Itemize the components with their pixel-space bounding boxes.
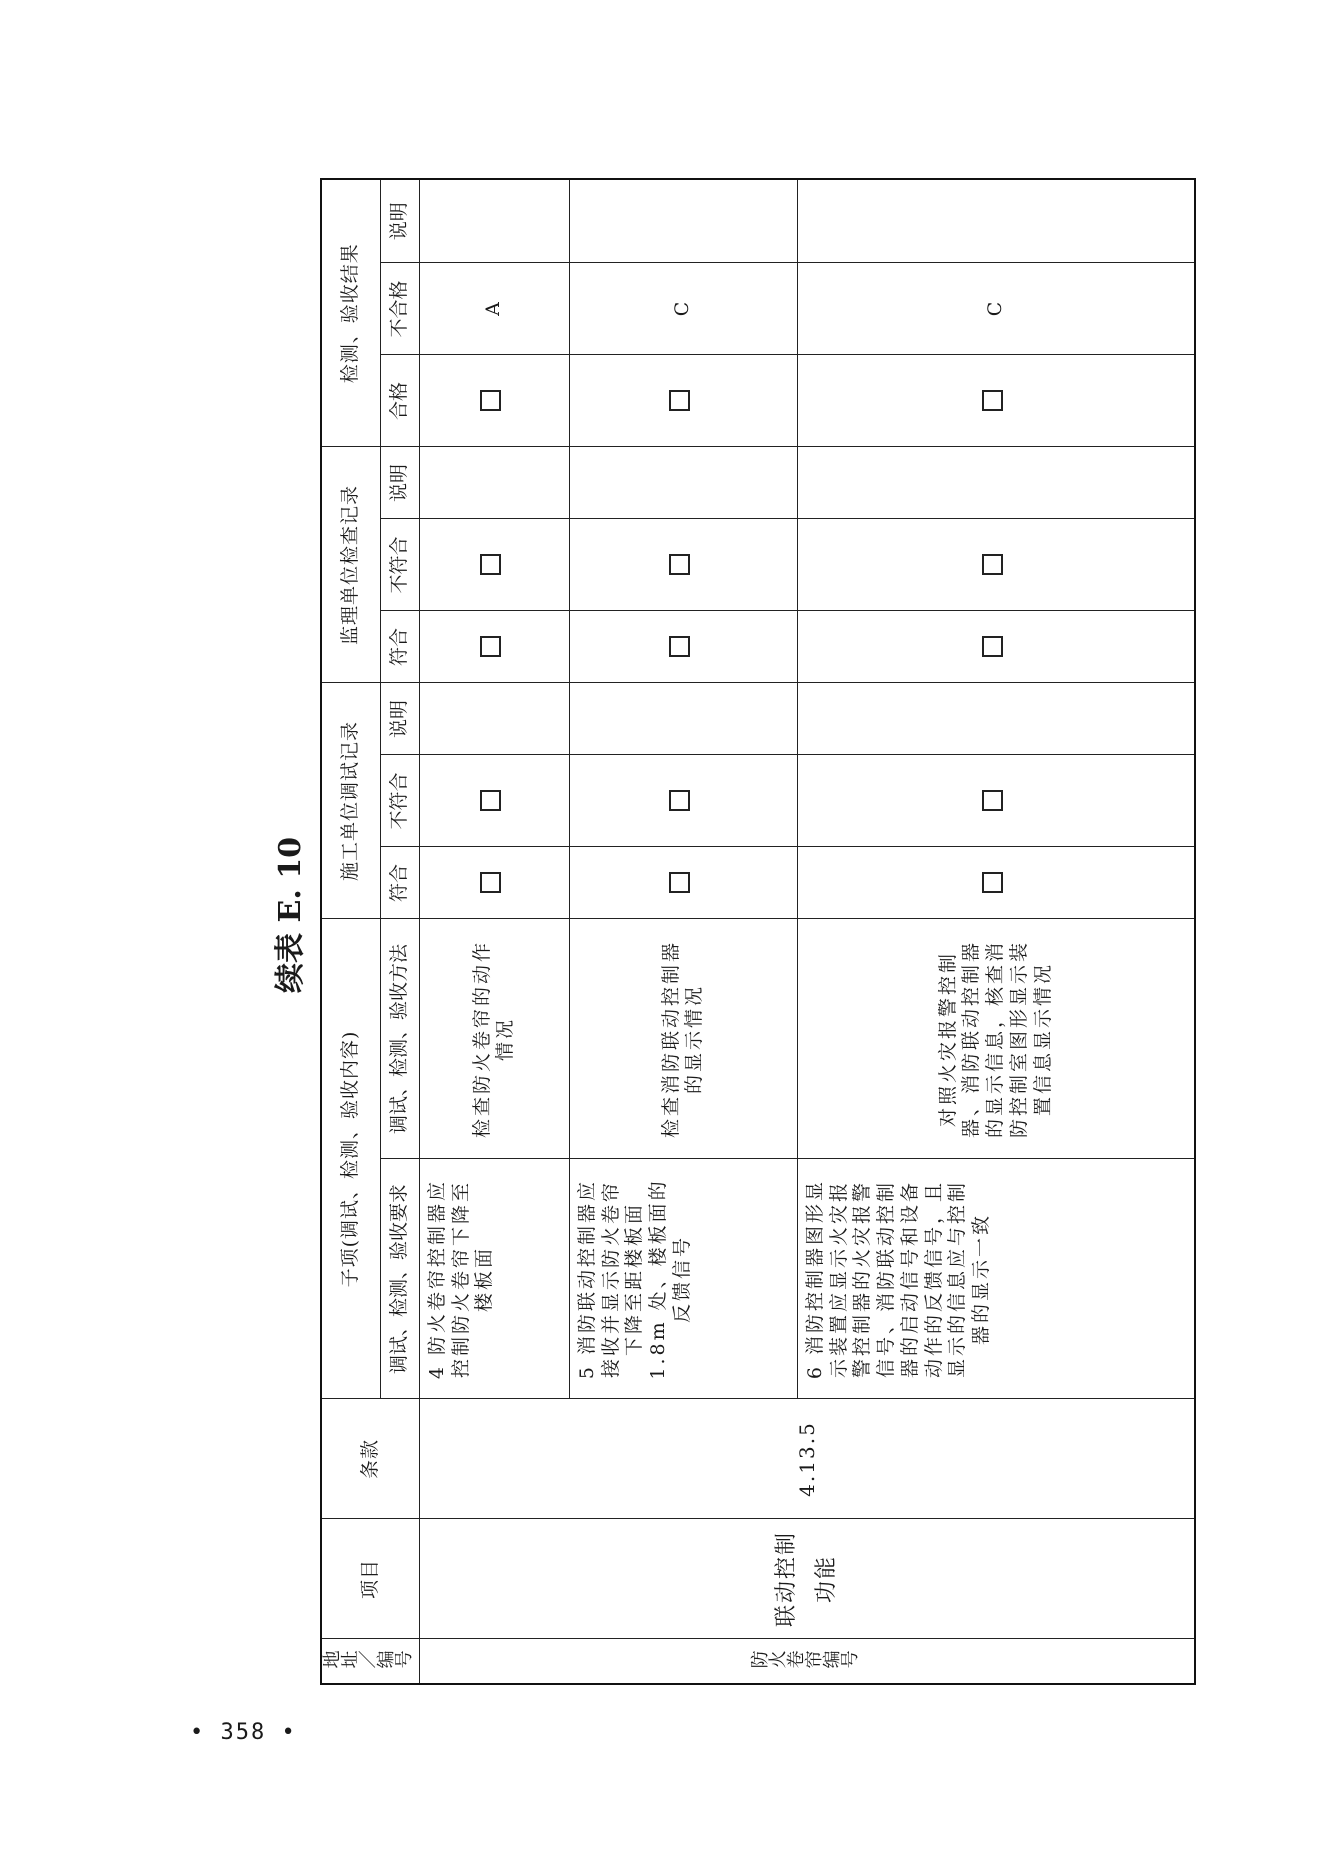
header-i-qualified: 合格 <box>380 355 419 447</box>
header-c-conform: 符合 <box>380 847 419 919</box>
row-3-c-nonconform[interactable] <box>797 755 1195 847</box>
header-subitem: 子项(调试、检测、验收内容) <box>321 919 380 1399</box>
header-i-note: 说明 <box>380 179 419 263</box>
row-2-c-note <box>569 683 797 755</box>
row-1-s-conform[interactable] <box>419 611 569 683</box>
row-1-c-nonconform[interactable] <box>419 755 569 847</box>
row-1-i-note <box>419 179 569 263</box>
header-construction: 施工单位调试记录 <box>321 683 380 919</box>
checkbox <box>669 390 690 411</box>
header-item: 项目 <box>321 1519 419 1639</box>
row-3-method: 对照火灾报警控制器、消防联动控制器的显示信息，核查消防控制室图形显示装置信息显示情况 <box>797 919 1195 1159</box>
header-c-nonconform: 不符合 <box>380 755 419 847</box>
row-2-grade: C <box>569 263 797 355</box>
header-inspection: 检测、验收结果 <box>321 179 380 447</box>
row-1-s-note <box>419 447 569 519</box>
checkbox <box>480 390 501 411</box>
header-clause: 条款 <box>321 1399 419 1519</box>
row-1-grade: A <box>419 263 569 355</box>
checkbox <box>669 636 690 657</box>
row-address: 防火卷帘编号 <box>419 1639 1195 1684</box>
row-3-s-conform[interactable] <box>797 611 1195 683</box>
rotated-page <box>225 202 1135 1685</box>
header-s-conform: 符合 <box>380 611 419 683</box>
checkbox <box>669 790 690 811</box>
row-1-c-note <box>419 683 569 755</box>
checkbox <box>982 872 1003 893</box>
header-method: 调试、检测、验收方法 <box>380 919 419 1159</box>
row-clause: 4.13.5 <box>419 1399 1195 1519</box>
row-3-i-qualified[interactable] <box>797 355 1195 447</box>
header-c-note: 说明 <box>380 683 419 755</box>
header-supervision: 监理单位检查记录 <box>321 447 380 683</box>
row-3-grade: C <box>797 263 1195 355</box>
row-2-s-note <box>569 447 797 519</box>
checkbox <box>480 636 501 657</box>
checkbox <box>982 790 1003 811</box>
row-1-c-conform[interactable] <box>419 847 569 919</box>
row-3-i-note <box>797 179 1195 263</box>
header-requirement: 调试、检测、验收要求 <box>380 1159 419 1399</box>
checkbox <box>669 554 690 575</box>
checkbox <box>480 790 501 811</box>
row-2-s-conform[interactable] <box>569 611 797 683</box>
checkbox <box>480 554 501 575</box>
checkbox <box>480 872 501 893</box>
page-number: • 358 • <box>190 1720 297 1745</box>
header-address: 地址／编号 <box>321 1639 419 1684</box>
header-s-nonconform: 不符合 <box>380 519 419 611</box>
header-s-note: 说明 <box>380 447 419 519</box>
row-2-method: 检查消防联动控制器的显示情况 <box>569 919 797 1159</box>
row-3-c-note <box>797 683 1195 755</box>
row-1-requirement: 4 防火卷帘控制器应控制防火卷帘下降至楼板面 <box>419 1159 569 1399</box>
header-i-unqualified: 不合格 <box>380 263 419 355</box>
row-2-requirement: 5 消防联动控制器应接收并显示防火卷帘下降至距楼板面 1.8m 处、楼板面的反馈信号 <box>569 1159 797 1399</box>
row-3-s-note <box>797 447 1195 519</box>
row-1-s-nonconform[interactable] <box>419 519 569 611</box>
row-3-c-conform[interactable] <box>797 847 1195 919</box>
page-title: 续表 E. 10 <box>273 837 308 993</box>
row-2-i-note <box>569 179 797 263</box>
row-2-c-conform[interactable] <box>569 847 797 919</box>
checkbox <box>982 636 1003 657</box>
row-2-s-nonconform[interactable] <box>569 519 797 611</box>
row-3-s-nonconform[interactable] <box>797 519 1195 611</box>
row-3-requirement: 6 消防控制器图形显示装置应显示火灾报警控制器的火灾报警信号、消防联动控制器的启动信号和设备动作的反馈信号，且显示的信息应与控制器的显示一致 <box>797 1159 1195 1399</box>
row-2-i-qualified[interactable] <box>569 355 797 447</box>
row-item: 联动控制功能 <box>419 1519 1195 1639</box>
checkbox <box>982 390 1003 411</box>
row-2-c-nonconform[interactable] <box>569 755 797 847</box>
inspection-table <box>320 178 1196 1685</box>
row-1-method: 检查防火卷帘的动作情况 <box>419 919 569 1159</box>
checkbox <box>669 872 690 893</box>
row-1-i-qualified[interactable] <box>419 355 569 447</box>
checkbox <box>982 554 1003 575</box>
